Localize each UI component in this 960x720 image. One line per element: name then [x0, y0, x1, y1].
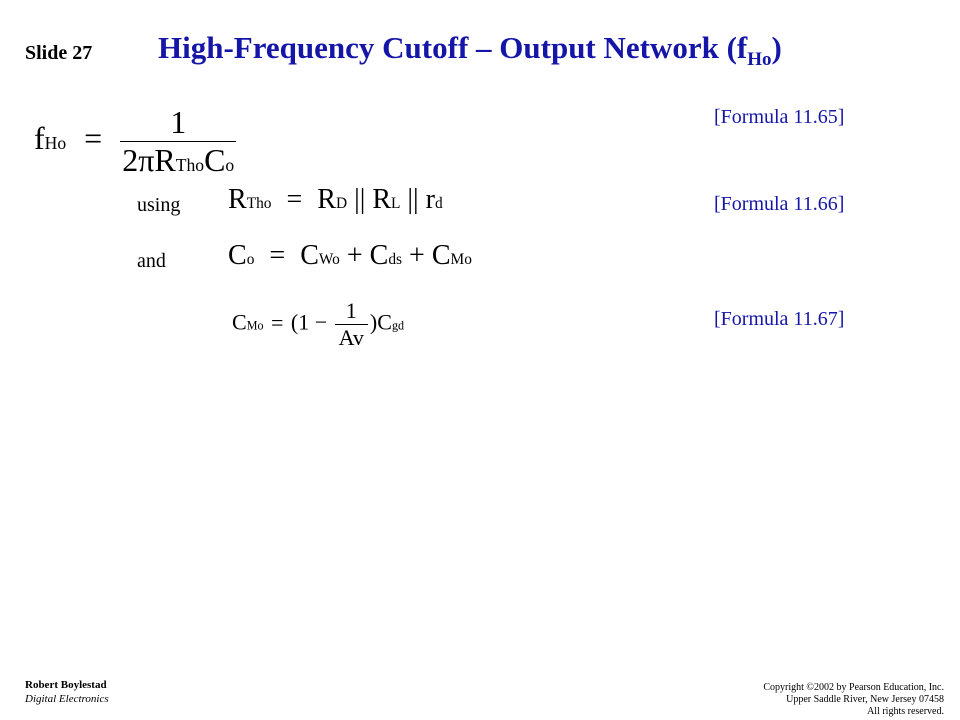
- slide-number: Slide 27: [25, 42, 93, 64]
- fraction: $\frac{1}{\text{2πRThoCo}}$: [122, 104, 235, 178]
- book-title: Digital Electronics: [25, 693, 109, 705]
- copyright-notice: Copyright ©2002 by Pearson Education, Inc. Upper Saddle River, New Jersey 07458 All rights reserved.: [763, 682, 944, 717]
- using-label: using: [137, 194, 181, 216]
- formula-11-66: RTho = RD || RL || rd: [228, 184, 443, 215]
- formula-reference: [Formula 11.65]: [714, 106, 845, 128]
- author: Robert Boylestad: [25, 679, 107, 691]
- formula-reference: [Formula 11.67]: [714, 308, 845, 330]
- formula-11-67: CMo = (1 − $\frac{1}{Av}$ )Cgd: [232, 298, 405, 350]
- formula-reference: [Formula 11.66]: [714, 193, 845, 215]
- fraction: $\frac{1}{Av}$: [335, 298, 368, 351]
- and-label: and: [137, 250, 166, 272]
- formula-11-65: fHo = $\frac{1}{\text{2πRThoCo}}$: [34, 104, 235, 178]
- formula-co: Co = CWo + Cds + CMo: [228, 240, 472, 271]
- slide-title: High-Frequency Cutoff – Output Network $(f_{Ho})$: [158, 30, 782, 70]
